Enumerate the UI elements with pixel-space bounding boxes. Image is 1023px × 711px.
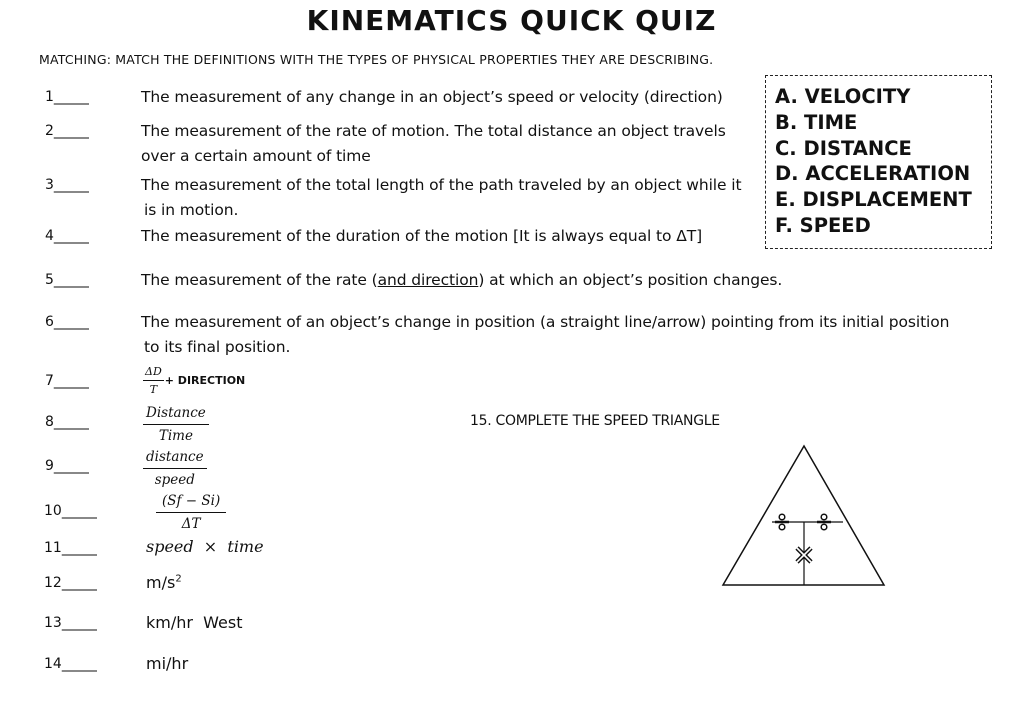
definition-line: The measurement of the total length of the path traveled by an object while it <box>141 176 742 194</box>
answer-options-box <box>765 75 992 249</box>
answer-blank-9[interactable]: 9_____ <box>45 458 89 474</box>
formula-7 <box>143 365 245 396</box>
answer-blank-6[interactable]: 6_____ <box>45 314 89 330</box>
definition-text: The measurement of the rate ( <box>141 271 378 289</box>
option-e: E. DISPLACEMENT <box>775 188 972 212</box>
definition-2 <box>141 119 726 168</box>
instructions: MATCHING: MATCH THE DEFINITIONS WITH THE TYPES OF PHYSICAL PROPERTIES THEY ARE DESCRIBING. <box>39 52 714 67</box>
numerator: (Sf − Si) <box>156 493 226 513</box>
answer-blank-14[interactable]: 14_____ <box>44 656 97 672</box>
speed-triangle <box>715 440 895 595</box>
definition-line: over a certain amount of time <box>141 146 371 165</box>
unit-14: mi/hr <box>146 654 189 673</box>
answer-blank-4[interactable]: 4_____ <box>45 228 89 244</box>
fraction <box>143 365 164 396</box>
answer-blank-10[interactable]: 10_____ <box>44 503 97 519</box>
answer-blank-11[interactable]: 11_____ <box>44 540 97 556</box>
fraction <box>156 493 226 532</box>
formula-9 <box>143 448 207 488</box>
question-15-label: 15. COMPLETE THE SPEED TRIANGLE <box>470 413 720 429</box>
definition-5 <box>141 268 782 293</box>
option-d: D. ACCELERATION <box>775 162 971 186</box>
definition-line: to its final position. <box>144 337 291 356</box>
direction-suffix: + DIRECTION <box>164 374 246 387</box>
unit-12 <box>146 573 182 592</box>
answer-blank-13[interactable]: 13_____ <box>44 615 97 631</box>
divide-icon <box>817 514 831 530</box>
answer-blank-2[interactable]: 2_____ <box>45 123 89 139</box>
underlined-text: and direction <box>377 271 479 289</box>
denominator: Time <box>158 428 193 444</box>
fraction <box>143 449 207 488</box>
definition-1 <box>141 85 723 110</box>
definition-3 <box>141 173 741 222</box>
page-title: KINEMATICS QUICK QUIZ <box>306 4 717 37</box>
definition-line: The measurement of the rate of motion. The total distance an object travels <box>141 122 726 140</box>
option-c: C. DISTANCE <box>775 136 912 160</box>
divide-icon <box>775 514 789 530</box>
definition-6 <box>141 310 949 359</box>
definition-line: The measurement of any change in an object’s speed or velocity (direction) <box>141 88 723 106</box>
numerator: Distance <box>143 405 209 425</box>
answer-blank-1[interactable]: 1_____ <box>45 89 89 105</box>
denominator: ΔT <box>181 516 201 532</box>
unit-text: m/s <box>146 573 176 592</box>
formula-10 <box>156 492 226 532</box>
definition-line: is in motion. <box>144 200 239 219</box>
answer-blank-5[interactable]: 5_____ <box>45 272 89 288</box>
formula-8 <box>143 404 209 444</box>
fraction <box>143 405 209 444</box>
denominator: speed <box>154 472 195 488</box>
definition-4 <box>141 224 702 249</box>
definition-text: ) at which an object’s position changes. <box>478 271 783 289</box>
denominator: T <box>149 383 158 396</box>
numerator: ΔD <box>143 365 164 381</box>
answer-blank-8[interactable]: 8_____ <box>45 414 89 430</box>
definition-line: The measurement of an object’s change in position (a straight line/arrow) pointing from its initial position <box>141 313 950 331</box>
option-a: A. VELOCITY <box>775 85 911 108</box>
answer-blank-3[interactable]: 3_____ <box>45 177 89 193</box>
formula-11: speed × time <box>146 537 264 556</box>
exponent: 2 <box>175 573 182 585</box>
option-f: F. SPEED <box>775 213 871 237</box>
answer-blank-12[interactable]: 12_____ <box>44 575 97 591</box>
option-b: B. TIME <box>775 110 858 134</box>
unit-13: km/hr West <box>146 613 243 632</box>
definition-line: The measurement of the duration of the motion [It is always equal to ΔT] <box>141 227 703 245</box>
answer-blank-7[interactable]: 7_____ <box>45 373 89 389</box>
numerator: distance <box>143 449 207 469</box>
